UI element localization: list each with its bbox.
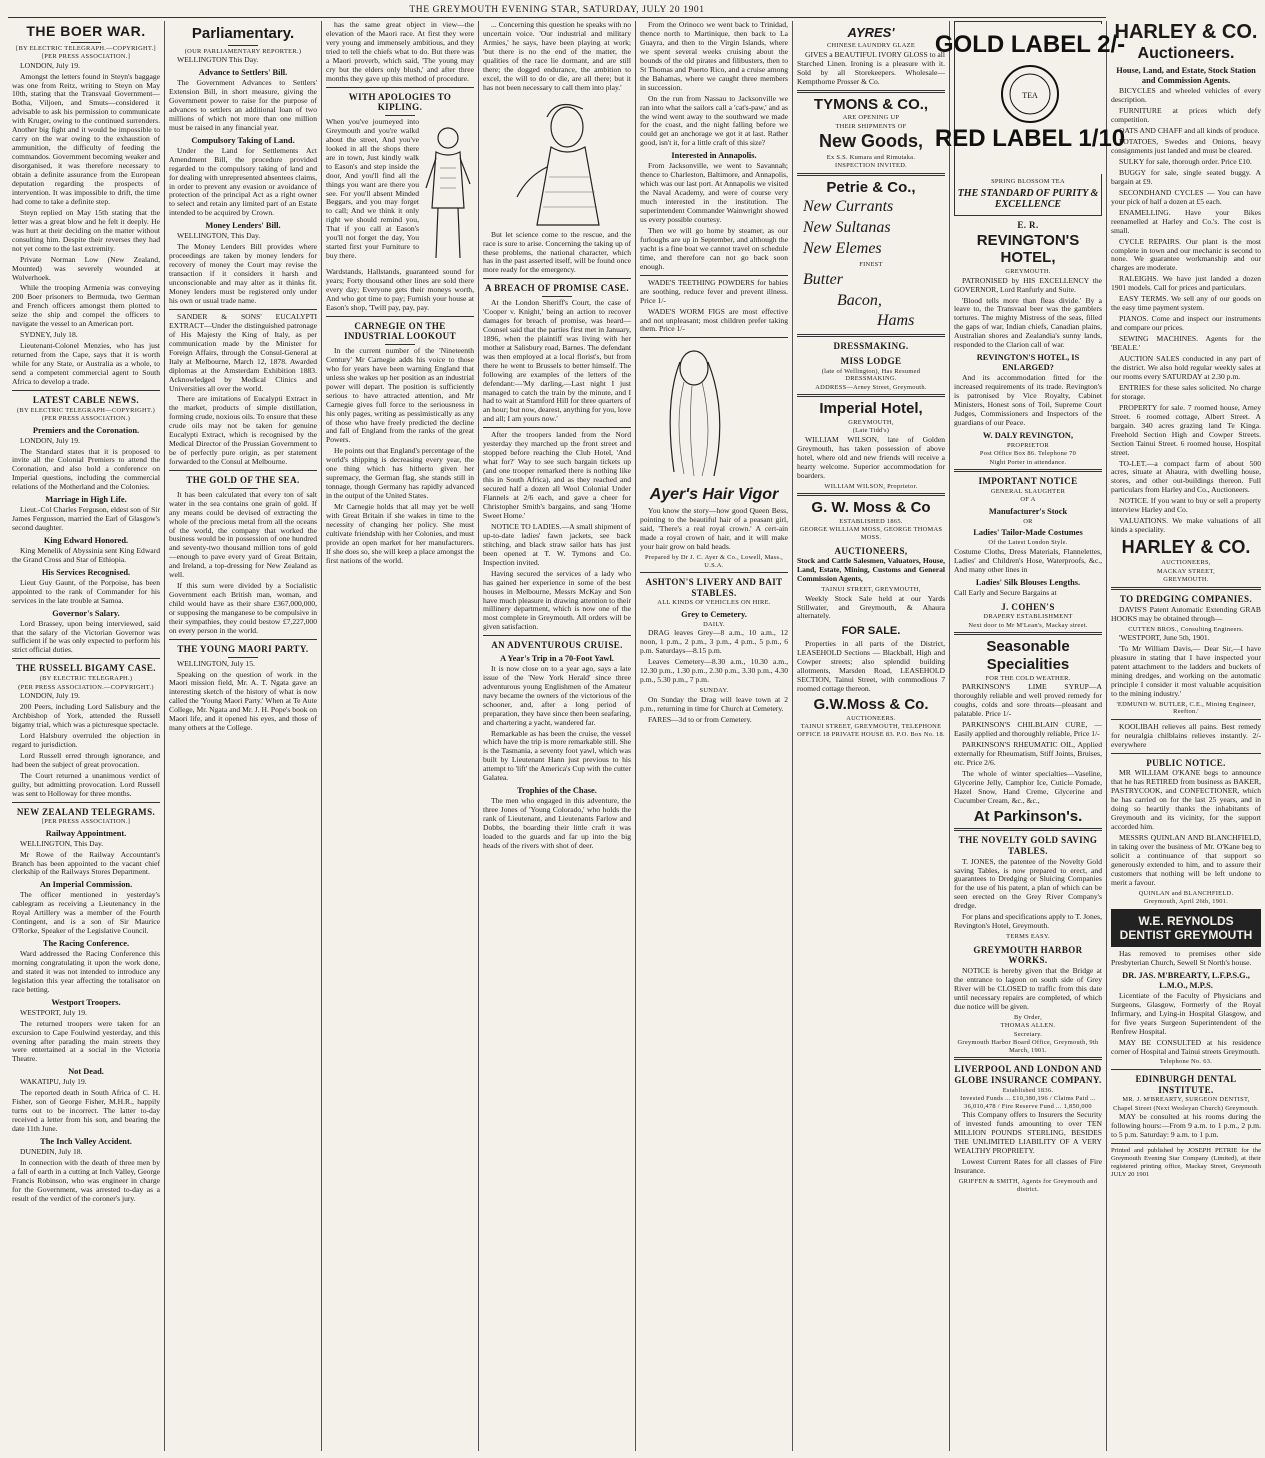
column-7 — [934, 21, 1126, 1451]
dateline: SYDNEY, July 18. — [20, 330, 78, 340]
ad-paragraph: Weekly Stock Sale held at our Yards Stillwater, and Greymouth, & Ahaura alternately. — [797, 593, 945, 621]
imperial-late: (Late Tidd's) — [852, 427, 890, 435]
divider — [954, 828, 1102, 831]
subheading: Advance to Settlers' Bill. — [198, 68, 288, 78]
ad-paragraph: WADE'S WORM FIGS are most effective and not unpleasant; most children prefer taking them. Price 1/- — [640, 306, 788, 334]
ad-paragraph: PATRONISED by HIS EXCELLENCY the GOVERNOR, Lord Ranfurly and Suite. — [954, 275, 1102, 294]
divider — [483, 278, 631, 279]
ad-paragraph: NOTICE is hereby given that the Bridge at the entrance to lagoon on south side of Grey River will be CLOSED to traffic from this date until necessary repairs are completed, of which due notice will be given. — [954, 965, 1102, 1011]
silk-line: Ladies' Silk Blouses Lengths. — [975, 577, 1081, 587]
bigamy-title: THE RUSSELL BIGAMY CASE. — [16, 663, 156, 674]
dateline: LONDON, July 19. — [20, 691, 80, 701]
ad-paragraph: T. JONES, the patentee of the Novelty Gold saving Tables, is now prepared to erect, and guarantees to Dredging or Sluicing Companies for the use of his patent, a plan of which can be seen erected on the Grey River Company's dredge. — [954, 856, 1102, 911]
imperial-town: GREYMOUTH, — [848, 418, 894, 426]
article-paragraph: Private Norman Low (New Zealand, Mounted) was severely wounded at Wolverhoek. — [12, 254, 160, 282]
copyright-line: [BY ELECTRIC TELEGRAPH.—COPYRIGHT.] — [16, 44, 156, 52]
spring-blossom: SPRING BLOSSOM TEA — [991, 177, 1065, 185]
ad-paragraph: Costume Cloths, Dress Materials, Flannelettes, Ladies' and Children's Hose, Waterproofs, &c., And many other lines in — [954, 546, 1102, 574]
carnegie-title: CARNEGIE ON THE INDUSTRIAL LOOKOUT — [344, 320, 456, 342]
dateline: DUNEDIN, July 18. — [20, 1146, 83, 1156]
cutten-line: CUTTEN BROS., Consulting Engineers. — [1128, 625, 1244, 633]
divider — [326, 87, 474, 88]
ad-paragraph: And its accommodation fitted for the increased requirements of its trade. Revington's is patronised by Vice Royalty, Cabinet Ministers, Honest sons of Toil, Supreme Court Judges, Commissioners and Inspectors of the guardians of our Peace. — [954, 373, 1102, 427]
wilson-line: WILLIAM WILSON, Proprietor. — [824, 482, 918, 490]
article-paragraph: ... Concerning this question he speaks with no uncertain voice. 'Our industrial and military Armies,' he says, have been playing at work; 'but there is no the end of the matter, the qualities of the race lie dormant, and are still there; the dogged endurance, the ambition to excel, the will to do or die, are all there; but it has not been necessary to call them into play.' — [483, 20, 631, 92]
auctioneers-title: Auctioneers. — [1137, 44, 1235, 62]
of-line: OF A — [1020, 496, 1036, 504]
dressmaking-title: DRESSMAKING. — [833, 341, 909, 352]
petrie-title: Petrie & Co., — [826, 178, 916, 196]
poem-text: When you've journeyed into Greymouth and you're walkd about the street, And you've looked in all the shops there are in town, Just kindly walk to Eason's and step inside the door, And you'll find all the things you want are there you see. For you'll absent Minded Beggars, and you may forget to call; And we think it only right we should remind you, That if you call at Eason's you'll not forget the day, You started first your Furniture to buy there. — [326, 116, 419, 261]
ashton-title: ASHTON'S LIVERY AND BAIT STABLES. — [645, 577, 783, 598]
ad-paragraph: For plans and specifications apply to T. Jones, Revington's Hotel, Greymouth. — [954, 912, 1102, 931]
schedule-paragraph: On Sunday the Drag will leave town at 2 p.m., returning in time for Church at Cemetery. — [640, 694, 788, 713]
article-paragraph: If this sum were divided by a Socialistic Government each British man, woman, and child would have as their share £367,000,000, or supposing the manganese to be compulsive in their sympathies, they could bestow £7,227,000 on every person in the world. — [169, 581, 317, 635]
ad-paragraph: VALUATIONS. We make valuations of all kinds a speciality. — [1111, 516, 1261, 535]
divider — [1111, 719, 1261, 720]
ad-paragraph: ENTRIES for these sales solicited. No charge for storage. — [1111, 382, 1261, 401]
dateline: LONDON, July 19. — [20, 435, 80, 445]
subheading: Interested in Annapolis. — [671, 151, 757, 161]
eucalypti-ad: SANDER & SONS' EUCALYPTI EXTRACT—Under the distinguished patronage of His Majesty the King of Italy, as per communication made by the Minister for Foreign Affairs, through the Consul-General at Italy at Melbourne, March 12, 1878. Awarded diplomas at the Amsterdam Exhibition 1883. Acknowledged by Medical Clinics and Universities all over the world. — [169, 311, 317, 393]
divider — [71, 42, 101, 43]
column-2 — [165, 21, 322, 1451]
assoc-line: (PER PRESS ASSOCIATION.) — [41, 415, 131, 423]
nz-title: NEW ZEALAND TELEGRAMS. — [16, 806, 156, 817]
article-paragraph: The reported death in South Africa of C. H. Fisher, son of George Fisher, M.H.R., happily turns out to be incorrect. The latter to-day received a letter from his son, and bearing the date 11th June. — [12, 1088, 160, 1134]
article-paragraph: The officer mentioned in yesterday's cablegram as receiving a Lieutenancy in the Royal Artillery was a member of the Fourth Contingent, and is a son of Sir Maurice O'Rorke, Speaker of the Legislative Council. — [12, 890, 160, 936]
hams-line: Hams — [877, 312, 915, 330]
divider — [12, 658, 160, 659]
ad-paragraph: PARKINSON'S CHILBLAIN CURE, —Easily applied and thoroughly reliable, Price 1/- — [954, 720, 1102, 739]
dateline: WAKATIPU, July 19. — [20, 1077, 87, 1087]
article-paragraph: Lord Brassey, upon being interviewed, said that the salary of the Victorian Governor was sufficient if he was only expected to perform his strict official duties. — [12, 618, 160, 655]
harley-title: HARLEY & CO. — [1114, 21, 1258, 43]
schedule-paragraph: DRAG leaves Grey—8 a.m., 10 a.m., 12 noon, 1 p.m., 2 p.m., 3 p.m., 4 p.m., 5 p.m., 6 p.m. Saturdays—8.15 p.m. — [640, 628, 788, 656]
bacon-line: Bacon, — [837, 291, 882, 309]
breach-title: A BREACH OF PROMISE CASE. — [485, 283, 629, 294]
inspection-line: INSPECTION INVITED. — [834, 162, 908, 170]
ad-paragraph: MAY BE CONSULTED at his residence corner of Hospital and Tainui streets Greymouth. — [1111, 1037, 1261, 1056]
kipling-title: WITH APOLOGIES TO KIPLING. — [348, 91, 452, 113]
divider — [954, 469, 1102, 472]
ayers-illustration — [644, 342, 784, 482]
article-paragraph: The Government Advances to Settlers' Extension Bill, in short measure, giving the Government power to raise for the purpose of advances to settlers an additional loan of two millions of which not more than one million must be raised in any financial year. — [169, 78, 317, 132]
gold-label-text: GOLD LABEL 2/- — [934, 31, 1126, 58]
harley-title-2: HARLEY & CO. — [1121, 537, 1251, 558]
ad-paragraph: MESSRS QUINLAN AND BLANCHFIELD, in taking over the business of Mr. O'Kane beg to solicit a continuance of that support so generously extended to him, and to assure their customers that nothing will be left undone to merit a favour. — [1111, 832, 1261, 887]
ad-paragraph: KOOLIBAH relieves all pains. Best remedy for neuralgia chilblains relieves instantly. 2/- everywhere — [1111, 721, 1261, 749]
ad-paragraph: Licentiate of the Faculty of Physicians and Surgeons, Glasgow, Formerly of the Royal Infirmary, and Lying-in Hospital Glasgow, and for five years Surgeon Superintendent of the Renfrew Hospital. — [1111, 990, 1261, 1036]
for-sale-title: FOR SALE. — [841, 625, 901, 638]
ad-paragraph: WILLIAM WILSON, late of Golden Greymouth, has taken possession of above hotel, where old and new friends will receive a hearty welcome. Superior accommodation for boarders. — [797, 434, 945, 480]
standard-line: THE STANDARD OF PURITY & EXCELLENCE — [957, 187, 1099, 211]
revingtons-title: REVINGTON'S HOTEL, — [976, 231, 1080, 267]
article-paragraph: But let science come to the rescue, and the race is sure to arise. Concerning the taking up of these problems, the national character, which has in the past asserted itself, will be found once more ready for the emergency. — [483, 229, 631, 275]
ad-paragraph: TO-LET.—a compact farm of about 500 acres, situate at Ahaura, with dwelling house, stores, and other out-buildings thereon. Full particulars from Harley and Co., Auctioneers. — [1111, 458, 1261, 495]
moss-names: GEORGE WILLIAM MOSS, GEORGE THOMAS MOSS. — [799, 526, 943, 542]
assoc-line: [PER PRESS ASSOCIATION.] — [41, 818, 131, 826]
dateline: WELLINGTON, This Day. — [20, 838, 104, 848]
dateline: WELLINGTON, July 15. — [177, 658, 255, 668]
assoc-line: [PER PRESS ASSOCIATION.] — [41, 53, 131, 61]
revingtons-town: GREYMOUTH. — [1005, 268, 1051, 276]
poem-text: Wardstands, Hallstands, guaranteed sound for years; Forty thousand other lines are sold there every day; Everyone gets their moneys worth, And who got time to pay; Furnish your house at Eason's shop, 'Twill pay, pay, pay. — [326, 266, 474, 312]
column-6 — [793, 21, 950, 1451]
article-paragraph: 200 Peers, including Lord Salisbury and the Archbishop of York, attended the Russell bigamy trial, which was a picturesque spectacle. — [12, 702, 160, 729]
divider — [385, 115, 415, 116]
harbor-date: Greymouth Harbor Board Office, Greymouth, 9th March, 1901. — [957, 1039, 1099, 1054]
tea-logo-graphic — [934, 24, 1126, 174]
secretary: Secretary. — [1013, 1030, 1043, 1038]
ad-paragraph: 'Blood tells more than fleas divide.' By a leave to, the Transvaal beer was the gamblers tortures. The mighty Mistress of the seas, filled the gaps of war, Indian chiefs, Canadian plains, Australian shores and Zealandia's sunny lands, responded to the Clarion call of war. — [954, 295, 1102, 350]
new-goods: New Goods, — [818, 131, 923, 152]
chapel-line: Chapel Street (Next Wesleyan Church) Greymouth. — [1113, 1104, 1259, 1112]
ad-paragraph: This Company offers to Insurers the Security of invested funds amounting to over TEN MILLION POUNDS STERLING, BESIDES THE UNLIMITED LIABILITY OF A VERY WEALTHY PROPRIETY. — [954, 1110, 1102, 1156]
article-paragraph: In the current number of the 'Nineteenth Century' Mr Carnegie adds his voice to those who for years have been warning England that unless she wakes up her position as an industrial power will depart. The position is sufficiently serious to have attracted attention, and Mr Carnegie gives full force to the seriousness in his only pages, writing as pessimistically as any of those who have freely predicted the decline and fall of England from the ranks of the great Powers. — [326, 345, 474, 445]
maori-title: THE YOUNG MAORI PARTY. — [177, 643, 309, 654]
ayers-title: Ayer's Hair Vigor — [649, 486, 779, 504]
printed-by: Printed and published by JOSEPH PETRIE for the Greymouth Evening Star Company (Limited), at their registered printing office, Mackay Street, Greymouth JULY 20 1901 — [1111, 1147, 1261, 1178]
tymons-ship: THEIR SHIPMENTS OF — [835, 122, 907, 130]
dateline: LONDON, July 19. — [20, 60, 80, 70]
butter-line: Butter — [803, 270, 843, 288]
next-door-line: Next door to Mr M'Lean's, Mackay street. — [968, 621, 1088, 629]
ad-paragraph: PROPERTY for sale. 7 roomed house, Arney Street. 6 roomed cottage, Albert Street. A bargain. 340 acres grazing land Te Kinga. Freehold Section High and Cowper Streets. Section Tainui Street. 6 roomed house, Hospital street. — [1111, 402, 1261, 457]
parliamentary-title: Parliamentary. — [191, 25, 295, 42]
house-line: House, Land, and Estate, Stock Station and Commission Agents. — [1116, 66, 1256, 86]
divider — [169, 639, 317, 640]
divider — [169, 470, 317, 471]
notice-paragraph: NOTICE TO LADIES.—A small shipment of up-to-date ladies' fawn jackets, see back stitching, and black straw sailor hats has just been opened at T. W. Tymons and Co. Inspection invited. — [483, 521, 631, 567]
manufacturers-line: Manufacturer's Stock — [988, 507, 1068, 517]
divider — [797, 334, 945, 337]
fares-line: FARES—3d to or from Cemetery. — [648, 714, 752, 724]
article-paragraph: It is now close on to a year ago, says a late issue of the 'New York Herald' since three adventurous young Englishmen of the Amateur navy became the owners of the victorious of the schooner, and, after a long period of preparation, they have since then been seafaring, and chartering a yacht, wandered far. — [483, 663, 632, 727]
article-paragraph: The returned troopers were taken for an excursion to Cape Foulwind yesterday, and this evening after parading the main streets they were entertained at a social in the Victoria Theatre. — [12, 1018, 160, 1064]
telephone-line: Telephone No. 63. — [1159, 1058, 1213, 1066]
column-8 — [1107, 21, 1265, 1451]
tea-ad — [934, 21, 1126, 216]
novelty-title: THE NOVELTY GOLD SAVING TABLES. — [958, 835, 1098, 856]
daly-name: W. DALY REVINGTON, — [982, 430, 1074, 440]
subheading: His Services Recognised. — [41, 567, 131, 577]
er-line: E. R. — [1017, 220, 1039, 231]
article-paragraph: At the London Sheriff's Court, the case of 'Cooper v. Knight,' being an action to recover damages for breach of promise, was heard—Counsel said that the parties first met in January, 1896, when the plaintiff was living with her mother at Salisbury road, Barnes. The defendant was then employed at a local florist's, but from there he went to Brussels to better himself. The following are examples of the letters of the defendant:—'My darling,—Last night I just managed to catch the train by the minute, and I had to wait at Stamford Hill for three quarters of an hour; but now, dearest, anything for you, love and all; I am yours now.' — [483, 298, 631, 424]
butler-line: 'EDMUND W. BUTLER, C.E., Mining Engineer, Reefton.' — [1116, 700, 1256, 716]
divider — [483, 427, 631, 428]
dateline: WESTPORT, July 19. — [20, 1007, 87, 1017]
ad-paragraph: AUCTION SALES conducted in any part of the district. We also hold regular weekly sales at our rooms every SATURDAY at 2.30 p.m. — [1111, 354, 1261, 381]
po-line: Post Office Box 86. Telephone 70 — [979, 450, 1077, 458]
article-paragraph: From the Orinoco we went back to Trinidad, thence north to Martinique, then back to La Guayra, and then to the Virgin Islands, where we spent several weeks cruising about the bounds of the old pirates and filibusters, then to St Thomas and Puerto Rico, and a cruise among the Bahamas, where we caught three members in succession. — [640, 20, 788, 92]
ad-paragraph: NOTICE. If you want to buy or sell a property interview Harley and Co. — [1111, 496, 1261, 515]
moss2-address: TAINUI STREET, GREYMOUTH, TELEPHONE OFFICE 18 PRIVATE HOUSE 83. P.O. Box No. 18. — [797, 723, 945, 738]
ad-paragraph: The whole of winter specialties—Vaseline, Glycerine Jelly, Camphor Ice, Cuticle Pomade, Hazel Snow, Hand Creme, Glycerine and Cucumber Cream, &c., &c., — [954, 768, 1102, 805]
night-porter: Night Porter in attendance. — [989, 458, 1067, 466]
ad-paragraph: 'To Mr William Davis,— Dear Sir,—I have pleasure in stating that I have inspected your patent attachment to the ladders and buckets of mining dredges, and working on the automatic principle I consider it most valuable acquisition to the mining industry.' — [1111, 644, 1261, 698]
ad-paragraph: SECONDHAND CYCLES — You can have your pick of half a dozen at £5 each. — [1111, 187, 1261, 206]
divider — [169, 309, 317, 310]
ad-paragraph: BUGGY for sale, single seated buggy. A bargain at £9. — [1111, 167, 1261, 186]
article-paragraph: Under the Land for Settlements Act Amendment Bill, the procedure provided regarded to the compulsory taking of land and for dealing with unrepresented absentees claims, in order to prevent any evasion or avoidance of protection of the principal Act as a right owner to select and retain any limited part of an Estate intended to be acquired by Crown. — [169, 145, 317, 218]
auctioneers-2: AUCTIONEERS, — [1161, 559, 1211, 567]
article-paragraph: Lieut Guy Gaunt, of the Porpoise, has been appointed to the rank of Commander for his services in the late trouble at Samoa. — [12, 577, 160, 605]
article-paragraph: From Jacksonville, we went to Savannah; thence to Charleston, Baltimore, and Annapolis, which was our last port. At Annapolis we visited the Naval Academy, and were of course very much interested in the institution. The superintendent Commander Wainwright showed us every possible courtesy. — [640, 161, 788, 224]
dentist-logo: W.E. REYNOLDS DENTIST GREYMOUTH — [1111, 909, 1261, 947]
cohen-line: J. COHEN'S — [1001, 601, 1055, 612]
ad-paragraph: MAY be consulted at his rooms during the following hours:—From 9 a.m. to 1 p.m., 2 p.m. to 5 p.m. Saturday: 9 a.m. to 1 p.m. — [1111, 1112, 1261, 1140]
copyright-line: (BY ELECTRIC TELEGRAPH—COPYRIGHT.) — [16, 406, 156, 414]
subheading: Compulsory Taking of Land. — [191, 135, 295, 145]
seasonable-title: Seasonable Specialities — [986, 638, 1070, 674]
subheading: Railway Appointment. — [45, 828, 127, 838]
ad-paragraph: GIVES a BEAUTIFUL IVORY GLOSS to all Starched Linen. Ironing is a pleasure with it. Sold by all Storekeepers. Wholesale—Kempthorne Prosser & Co. — [797, 49, 945, 86]
article-paragraph: On the run from Nassau to Jacksonville we ran into what the sailors call a 'cat's-paw,' and as the wind went away to the southward we made for the coast, and the night falling before we could get an anchorage we got it at last. Rather good, isn't it, for a little craft of this size? — [640, 93, 788, 148]
greymouth-line: GREYMOUTH. — [1163, 576, 1209, 584]
article-paragraph: After the troopers landed from the Nord yesterday they marched up the front street and stopped before reaching the Club Hotel, 'And what for?' Way to see such bargain tickets up (and one trooper remarked there is nothing like this in South Africa), and as they reached and secured half a dozen all Wool Colonial Under Flannels at 2/6 each, and gave a cheer for Christopher Smith's bargains, and sang 'Home Sweet Home.' — [483, 430, 631, 520]
article-paragraph: Having secured the services of a lady who has gained her experience in some of the best houses in Melbourne, Messrs McKay and Son have much pleasure in drawing attention to their millinery department, which is now one of the most complete in Greymouth. All orders will be given satisfaction. — [483, 568, 631, 632]
cables-title: LATEST CABLE NEWS. — [32, 394, 140, 405]
griffen-line: GRIFFEN & SMITH, Agents for Greymouth and district. — [958, 1178, 1098, 1193]
cold-line: FOR THE COLD WEATHER. — [985, 674, 1071, 682]
divider — [1111, 1069, 1261, 1070]
woman-illustration — [487, 97, 627, 227]
subheading: Money Lenders' Bill. — [205, 221, 281, 231]
article-paragraph: Speaking on the question of work in the Maori mission field, Mr. A. T. Ngata gave an interesting sketch of the history of what is now called the 'Young Maori Party.' When at Te Aute College, Mr. Ngata and Mr. J. H. Pope's book on Maori life, and it opened his eyes, and those of many others at the College. — [169, 669, 317, 733]
boer-war-title: THE BOER WAR. — [26, 23, 146, 39]
article-paragraph: Then we will go home by steamer, as our furloughs are up in September, and although the yacht is a fine boat we cannot travel on schedule time, and therefore can not go back soon enough. — [640, 225, 788, 271]
mackay-street: MACKAY STREET, — [1157, 567, 1215, 575]
subheading: Westport Troopers. — [51, 997, 121, 1007]
divider — [326, 316, 474, 317]
article-paragraph: Remarkable as has been the cruise, the vessel which have the trip is more remarkable still. She is the Tasmania, a seventy foot yawl, which was built by Lieutenant Hann just previous to his attempt to 'lift' the America's Cup with the cutter Galatea. — [483, 728, 631, 783]
tymons-sub: ARE OPENING UP — [842, 114, 900, 122]
article-paragraph: The Money Lenders Bill provides where proceedings are taken by money lenders for recovery of money the Court may revise the transaction if it considers it harsh and unconscionable and may alter as it thinks fit. Money lenders must be registered only under his own or usual trade name. — [169, 242, 317, 305]
miss-lodge: MISS LODGE — [840, 355, 902, 366]
finest-line: FINEST — [859, 261, 883, 269]
figure-illustration — [422, 118, 474, 268]
subheading: The Inch Valley Accident. — [40, 1137, 132, 1147]
article-paragraph: King Menelik of Abyssinia sent King Edward the Grand Cross and Star of Ethiopia. — [12, 545, 160, 564]
article-paragraph: He points out that England's percentage of the world's shipping is decreasing every year, the one thing which has hitherto given her supremacy, the German flag, she stands still in tonnage, though Germany has rapidly advanced in the output of the United States. — [326, 446, 474, 501]
article-paragraph: Mr Carnegie holds that all may yet be well with Great Britain if she wakes in time to the necessity of changing her policy. She must cultivate friendship with her Colonies, and must provide an open market for her manufacturers. If she does so, she will keep a place amongst the first nations of the world. — [326, 502, 474, 565]
article-paragraph: There are imitations of Eucalypti Extract in the market, products of simple distillation, forming crude, noxious oils. To ensure that these crude oils may not be taken for genuine Eucalypti Extract, which is recognised by the Medical Director of the Prussian Government to be of perfectly pure origin, as per statement forwarded to the Consul at Melbourne. — [169, 394, 318, 467]
ad-paragraph: Has removed to premises other side Presbyterian Church, Sewell St North's house. — [1111, 949, 1261, 968]
ad-paragraph: SULKY for sale, thorough order. Price £10. — [1119, 156, 1252, 166]
ad-paragraph: BICYCLES and wheeled vehicles of every description. — [1111, 86, 1261, 105]
elemes-line: New Elemes — [803, 240, 882, 258]
subheading: Not Dead. — [68, 1067, 104, 1077]
ad-paragraph: ENAMELLING. Have your Bikes reenamelled at Harley and Co.'s. The cost is small. — [1111, 207, 1261, 235]
tymons-title: TYMONS & CO., — [813, 95, 929, 113]
ashton-sub: ALL KINDS OF VEHICLES ON HIRE. — [657, 599, 771, 607]
ad-paragraph: OATS AND CHAFF and all kinds of produce. — [1119, 126, 1260, 136]
subheading: Marriage in High Life. — [45, 495, 127, 505]
ad-paragraph: RALEIGHS. We have just landed a dozen 1901 models. Call for prices and particulars. — [1111, 274, 1261, 293]
divider — [954, 1057, 1102, 1060]
ayres-sub: CHINESE LAUNDRY GLAZE — [826, 42, 916, 50]
ad-paragraph: PARKINSON'S RHEUMATIC OIL, Applied externally for Rheumatism, Stiff Joints, Bruises, etc. Price 2/6. — [954, 740, 1102, 767]
article-paragraph: While the trooping Armenia was conveying 200 Boer prisoners to Bermuda, two German and French officers amongst them plotted to seize the ship and compel the officers to navigate the vessel to an American port. — [12, 283, 160, 329]
moss2-title: G.W.Moss & Co. — [813, 696, 929, 714]
article-paragraph: Lieut.-Col Charles Ferguson, eldest son of Sir James Fergusson, married the Earl of Glasgow's second daughter. — [12, 505, 160, 533]
terms-line: TERMS EASY. — [1006, 933, 1050, 941]
ayres-title: AYRES' — [847, 25, 895, 40]
moss-title: G. W. Moss & Co — [811, 499, 931, 517]
daily-label: DAILY. — [703, 620, 725, 628]
article-paragraph: It has been calculated that every ton of salt water in the sea contains one grain of gold. If any means could be devised of extracting the whole of the precious metal from all the oceans of the world, the company that worked the business would be in possession of one hundred and seventy-two thousand million tons of gold—enough to pave every yard of Great Britain, and Ireland, a top-dressing for New Zealand as well. — [169, 489, 317, 580]
general-line: GENERAL SLAUGHTER — [990, 487, 1066, 495]
divider — [640, 337, 788, 338]
column-4 — [479, 21, 636, 1451]
mr-mbreaty: MR. J. M'BREARTY, SURGEON DENTIST, — [1122, 1096, 1250, 1104]
or-line: OR — [1023, 517, 1033, 525]
important-notice: IMPORTANT NOTICE — [978, 476, 1078, 487]
imperial-title: Imperial Hotel, — [819, 400, 923, 418]
columns — [8, 20, 1261, 1451]
article-paragraph: Steyn replied on May 15th stating that the letter was a great blow and he felt it deeply. He was hurt at their deciding on the matter without consulting him. Despite their reverses they had not yet come to the last extremity. — [12, 207, 160, 253]
divider — [640, 572, 788, 573]
subheading: The Racing Conference. — [42, 939, 130, 949]
article-paragraph: Amongst the letters found in Steyn's baggage was one from Reitz, writing to Steyn on May 10th, stating that the Transvaal Government—Botha, Viljoen, and Smuts—considered it advisable to ask his permission to communicate with Kruger, owing to the continued surrenders. Another big fight and it would be impossible to carry on the war owing to the exhaustion of ammunition, the difficulty of feeding the commandos. Government becoming weaker and disorganised, it was therefore necessary to obtain a definite assurance from the European deputation regarding the prospects of intervention. It was impossible to drift, the time had come to take a definite step. — [12, 71, 160, 206]
moss-addr: TAINUI STREET, GREYMOUTH, — [821, 586, 921, 594]
ladies-line: Ladies' Tailor-Made Costumes — [973, 528, 1083, 538]
ad-paragraph: Lowest Current Rates for all classes of Fire Insurance. — [954, 1157, 1102, 1176]
ad-paragraph: DAVIS'S Patent Automatic Extending GRAB HOOKS may be obtained through— — [1111, 604, 1261, 623]
divider — [797, 173, 945, 176]
subheading: King Edward Honored. — [43, 536, 129, 546]
divider — [542, 296, 572, 297]
masthead: THE GREYMOUTH EVENING STAR, SATURDAY, JULY 20 1901 — [8, 4, 1106, 18]
ad-paragraph: PIANOS. Come and inspect our instruments and compare our prices. — [1111, 314, 1261, 333]
ad-paragraph: WADE'S TEETHING POWDERS for babies are soothing, reduce fever and prevent illness. Price 1/- — [640, 277, 788, 305]
subheading: Grey to Cemetery. — [681, 609, 747, 619]
column-1 — [8, 21, 165, 1451]
funds-line: Invested Funds ... £10,380,196 / Claims Paid ... 36,010,478 / Fire Reserve Fund ... 1,850,000 — [960, 1095, 1096, 1110]
poem-block — [326, 118, 474, 268]
divider — [1111, 753, 1261, 754]
moss-auct: AUCTIONEERS, — [834, 545, 908, 556]
divider — [12, 802, 160, 803]
article-paragraph: Lord Russell erred through ignorance, and had been the subject of great provocation. — [12, 750, 160, 769]
dateline: WELLINGTON, This Day. — [177, 231, 261, 241]
article-paragraph: Mr Rowe of the Railway Accountant's Branch has been appointed to the vacant chief clerkship of the Railways Stores Department. — [12, 849, 160, 877]
dredging-title: TO DREDGING COMPANIES. — [1119, 594, 1253, 604]
public-notice: PUBLIC NOTICE. — [1146, 757, 1226, 768]
divider — [797, 493, 945, 496]
quinlan-date: Greymouth, April 26th, 1901. — [1143, 898, 1229, 906]
ad-paragraph: PARKINSON'S LIME SYRUP—A thoroughly reliable and well proved remedy for coughs, colds and sore throats—pleasant and palatable. Price 1/- — [954, 682, 1102, 719]
ad-paragraph: EASY TERMS. We sell any of our goods on the easy time payment system. — [1111, 294, 1261, 313]
currants-line: New Currants — [803, 198, 894, 216]
reporter-line: (OUR PARLIAMENTARY REPORTER.) — [184, 47, 302, 55]
ad-paragraph: POTATOES, Swedes and Onions, heavy consignments just landed and must be cleared. — [1111, 137, 1261, 155]
drapery-line: DRAPERY ESTABLISHMENT — [983, 613, 1073, 621]
divider — [797, 90, 945, 93]
divider — [1111, 1143, 1261, 1144]
quinlan-line: QUINLAN and BLANCHFIELD. — [1138, 889, 1234, 897]
divider — [12, 390, 160, 391]
article-paragraph: You know the story—how good Queen Bess, pointing to the beautiful hair of a peasant girl, said, 'There's a real royal crown.' A cert-ain made a royal crown of hair, and it will make your hair grow on bald heads. — [640, 506, 788, 552]
mbreaty-name: DR. JAS. M'BREARTY, L.F.P.S.G., L.M.O., M.P.S. — [1122, 971, 1250, 990]
ad-paragraph: SEWING MACHINES. Agents for the 'BEALE.' — [1111, 334, 1261, 353]
article-paragraph: The Standard states that it is proposed to invite all the Colonial Premiers to attend the Coronation, and also hold a conference on Imperial questions, including the commercial relations of the Motherland and the Colonies. — [12, 446, 160, 492]
dateline: WELLINGTON This Day. — [177, 55, 259, 65]
divider — [228, 657, 258, 658]
schedule-paragraph: Leaves Cemetery—8.30 a.m., 10.30 a.m., 12.30 p.m., 1.30 p.m., 2.30 p.m., 3.30 p.m., 4.30 p.m., 5.30 p.m., 7 p.m. — [640, 657, 788, 685]
copyright-line: (BY ELECTRIC TELEGRAPH.) — [39, 674, 133, 682]
sultanas-line: New Sultanas — [803, 219, 891, 237]
divider — [228, 488, 258, 489]
enlarged-head: REVINGTON'S HOTEL, IS ENLARGED? — [976, 353, 1080, 373]
liverpool-title: LIVERPOOL AND LONDON AND GLOBE INSURANCE COMPANY. — [954, 1064, 1102, 1086]
latest-line: Of the Latest London Style. — [988, 539, 1068, 547]
ad-paragraph: MR WILLIAM O'KANE begs to announce that he has RETIRED from business as BAKER, PASTRYCOOK, and CONFECTIONER, which he has carried on for the last 25 years, and in doing so heartily thanks the inhabitants of Greymouth and its vicinity, for the support accorded him. — [1111, 768, 1261, 832]
subheading: An Imperial Commission. — [39, 880, 133, 890]
tea-name: TEA — [1022, 91, 1038, 100]
divider — [228, 45, 258, 46]
ayers-maker: Prepared by Dr J. C. Ayer & Co., Lowell, Mass., U.S.A. — [644, 554, 784, 569]
article-paragraph: Ward addressed the Racing Conference this morning congratulating it upon the work done, and stated it was not intended to introduce any legislation this year affecting the totalisator on race betting. — [12, 949, 160, 994]
by-order: By Order, — [1014, 1013, 1042, 1021]
ad-paragraph: Call Early and Secure Bargains at — [954, 587, 1057, 597]
article-paragraph: The Court returned a unanimous verdict of guilty, but admitting provocation. Lord Russell was sent to Holloway for three months. — [12, 770, 160, 798]
harbor-title: GREYMOUTH HARBOR WORKS. — [973, 944, 1083, 966]
article-paragraph: In connection with the death of three men by a fall of earth in a cutting at Inch Valley, George Francis Robinson, who was engineer in charge for the Government, was arrested to-day as a result of the verdict of the coroner's jury. — [12, 1157, 160, 1203]
divider — [1111, 587, 1261, 590]
subheading: Trophies of the Chase. — [517, 786, 597, 796]
moss-est: ESTABLISHED 1865. — [839, 517, 903, 525]
adventure-title: AN ADVENTUROUS CRUISE. — [491, 640, 623, 651]
article-paragraph: Lord Halsbury overruled the objection in regard to jurisdiction. — [12, 730, 160, 749]
assoc-line: (PER PRESS ASSOCIATION.—COPYRIGHT.) — [18, 683, 154, 691]
gold-sea-title: THE GOLD OF THE SEA. — [186, 475, 300, 486]
subheading: Premiers and the Coronation. — [32, 425, 140, 435]
sunday-label: SUNDAY. — [699, 687, 729, 695]
dental-institute: EDINBURGH DENTAL INSTITUTE. — [1135, 1074, 1237, 1095]
ship-names: Ex S.S. Kumara and Rimutaka. — [826, 153, 916, 161]
lodge-address: ADDRESS—Arney Street, Greymouth. — [815, 383, 927, 391]
ad-paragraph: Properties in all parts of the District, LEASEHOLD Sections — Blackball, High and Cowper streets; also splendid building allotments, Marsden Road, LEASEHOLD SECTION, Tainui Street, with commodious 7 roomed cottage thereon. — [797, 639, 945, 694]
moss2-sub: AUCTIONEERS. — [846, 714, 896, 722]
subheading: Governor's Salary. — [52, 608, 120, 618]
moss-desc: Stock and Cattle Salesmen, Valuators, House, Land, Estate, Mining, Customs and General Commission Agents, — [797, 556, 945, 584]
established-line: Established 1836. — [1002, 1086, 1054, 1094]
ad-paragraph: FURNITURE at prices which defy competition. — [1111, 106, 1261, 125]
column-5 — [636, 21, 793, 1451]
article-paragraph: has the same great object in view—the elevation of the Maori race. At first they were very young and immensely ambitious, and they tried to tell the chiefs what to do. But there was a Maori proverb, which said, 'The young may cry but the elders only blush,' and after three months they gave up this method of procedure. — [326, 20, 474, 83]
article-paragraph: Lieutenant-Colonel Menzies, who has just returned from the Cape, says that it is worth while for any State, or Australia as a whole, to send a competent commercial agent to South Africa to develop a trade. — [12, 341, 160, 387]
divider — [640, 275, 788, 276]
lodge-sub: (late of Wellington), Has Resumed DRESSMAKING. — [821, 367, 921, 383]
divider — [954, 632, 1102, 635]
thomas-allen: THOMAS ALLEN. — [1000, 1022, 1056, 1030]
divider — [797, 394, 945, 397]
subheading: A Year's Trip in a 70-Foot Yawl. — [500, 653, 614, 663]
red-label-text: RED LABEL 1/10 — [934, 125, 1126, 152]
proprietor-label: PROPRIETOR — [1007, 441, 1049, 449]
divider — [385, 344, 415, 345]
ad-paragraph: 'WESTPORT, June 5th, 1901. — [1119, 633, 1210, 643]
divider — [483, 635, 631, 636]
article-paragraph: The men who engaged in this adventure, the three Jones of 'Young Colorado,' who holds the rank of Lieutenant, and Lieutenants Farlow and Dobbs, the boarding their little craft it was loaded to the guards and far up into the big heads of the rivers with shot of deer. — [483, 796, 631, 850]
ad-paragraph: CYCLE REPAIRS. Our plant is the most complete in town and our mechanic is second to none. We guarantee workmanship and our charges are moderate. — [1111, 236, 1261, 273]
at-parkinsons: At Parkinson's. — [973, 807, 1083, 825]
column-3 — [322, 21, 479, 1451]
